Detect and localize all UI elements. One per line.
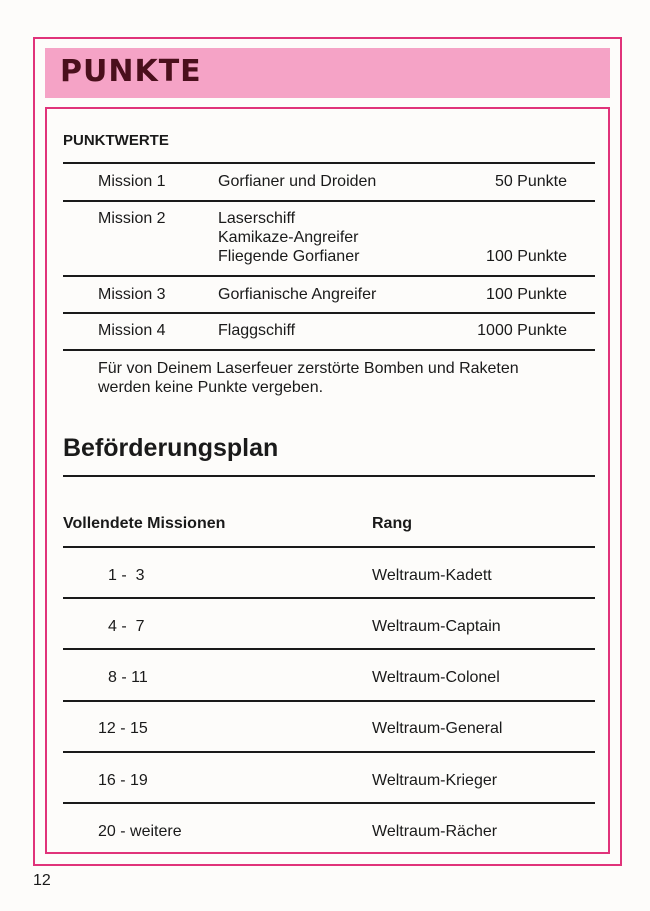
enemy-name: Gorfianische Angreifer (218, 286, 377, 303)
table-rule (63, 312, 595, 314)
missions-range: 4 - 7 (108, 618, 145, 635)
table-rule (63, 546, 595, 548)
table-rule (63, 200, 595, 202)
table-rule (63, 597, 595, 599)
points-value: 1000 Punkte (477, 322, 567, 339)
table-rule (63, 162, 595, 164)
missions-range: 12 - 15 (98, 720, 148, 737)
mission-label: Mission 3 (98, 286, 166, 303)
points-value: 50 Punkte (494, 173, 567, 190)
mission-label: Mission 4 (98, 322, 166, 339)
table-rule (63, 802, 595, 804)
points-value: 100 Punkte (486, 286, 567, 303)
table-rule (63, 700, 595, 702)
enemy-name: Fliegende Gorfianer (218, 248, 360, 265)
rank-name: Weltraum-Rächer (372, 823, 498, 840)
missions-range: 8 - 11 (108, 669, 148, 686)
col-header-rank: Rang (372, 515, 412, 532)
enemy-name: Laserschiff (218, 210, 296, 227)
rank-name: Weltraum-Kadett (372, 567, 492, 584)
page-number: 12 (33, 872, 51, 889)
table-rule (63, 349, 595, 351)
missions-range: 1 - 3 (108, 567, 145, 584)
enemy-name: Kamikaze-Angreifer (218, 229, 359, 246)
rank-name: Weltraum-General (372, 720, 503, 737)
table-rule (63, 648, 595, 650)
enemy-name: Flaggschiff (218, 322, 296, 339)
note-line: Für von Deinem Laserfeuer zerstörte Bomben und Raketen (98, 360, 519, 377)
points-value: 100 Punkte (486, 248, 567, 265)
missions-range: 16 - 19 (98, 772, 148, 789)
mission-label: Mission 1 (98, 173, 166, 190)
mission-label: Mission 2 (98, 210, 166, 227)
rank-name: Weltraum-Captain (372, 618, 501, 635)
score-table-heading: PUNKTWERTE (63, 132, 169, 149)
enemy-name: Gorfianer und Droiden (218, 173, 377, 190)
promotion-title: Beförderungsplan (63, 434, 279, 462)
table-rule (63, 475, 595, 477)
title-banner (45, 48, 610, 98)
page-title: PUNKTE (60, 54, 202, 89)
col-header-missions: Vollendete Missionen (63, 515, 226, 532)
rank-name: Weltraum-Colonel (372, 669, 500, 686)
table-rule (63, 275, 595, 277)
note-line: werden keine Punkte vergeben. (98, 379, 324, 396)
missions-range: 20 - weitere (98, 823, 182, 840)
table-rule (63, 751, 595, 753)
rank-name: Weltraum-Krieger (372, 772, 498, 789)
